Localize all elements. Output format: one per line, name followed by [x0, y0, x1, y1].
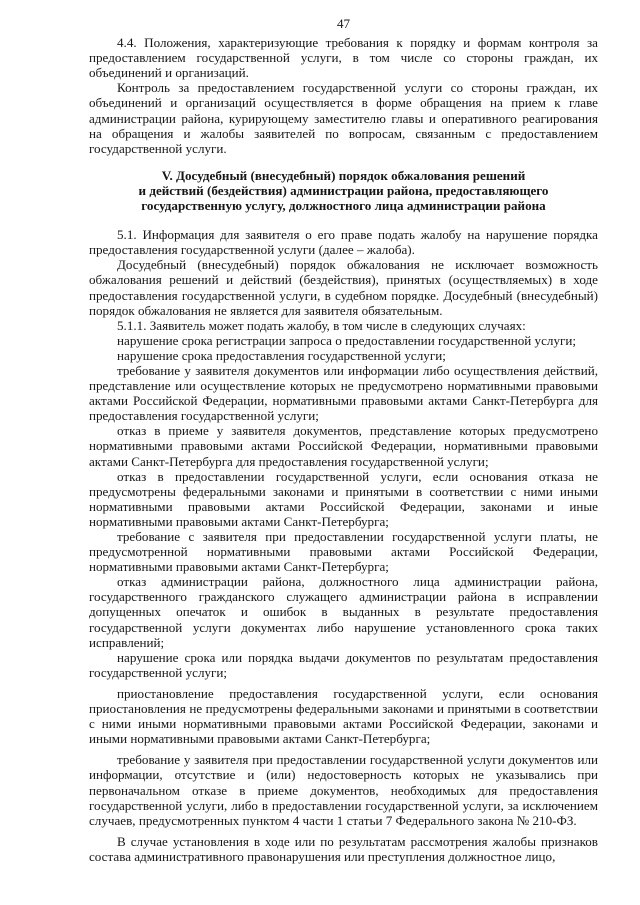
- list-item: отказ в предоставлении государственной услуги, если основания отказа не предусмотрены федеральными законами и принятыми в соответствии с ними иными нормативными правовыми актами Российской Федерации, законами и иные нормативными правовыми актами Санкт-Петербурга;: [89, 468, 598, 529]
- section-heading: [89, 168, 598, 213]
- list-item: нарушение срока регистрации запроса о предоставлении государственной услуги;: [117, 332, 577, 348]
- list-item: отказ администрации района, должностного лица администрации района, государственного гражданского служащего администрации района в исправлении допущенных опечаток и ошибок в выданных в результате предоставления государственной услуги документах либо нарушение установленного срока таких исправлений;: [89, 574, 598, 650]
- section-heading-line: государственную услугу, должностного лица администрации района: [141, 198, 546, 214]
- list-item: требование у заявителя документов или информации либо осуществления действий, представление или осуществление которых не предусмотрено нормативными правовыми актами Российской Федерации, нормативными правовыми актами Санкт-Петербурга для предоставления государственной услуги;: [89, 362, 598, 424]
- body-text-after-heading: [89, 227, 598, 864]
- list-item: требование с заявителя при предоставлении государственной услуги платы, не предусмотренной нормативными правовыми актами Российской Федерации, нормативными правовыми актами Санкт-Петербурга;: [89, 529, 598, 575]
- list-item: нарушение срока или порядка выдачи документов по результатам предоставления государственной услуги;: [89, 649, 598, 680]
- paragraph: 5.1.1. Заявитель может подать жалобу, в том числе в следующих случаях:: [117, 317, 526, 333]
- list-item: отказ в приеме у заявителя документов, представление которых предусмотрено нормативными правовыми актами Российской Федерации, нормативными правовыми актами Санкт-Петербурга для предоставления государственной услуги;: [89, 423, 598, 469]
- section-heading-line: и действий (бездействия) администрации района, предоставляющего: [138, 182, 549, 198]
- list-item: нарушение срока предоставления государственной услуги;: [117, 347, 446, 363]
- paragraph: 5.1. Информация для заявителя о его праве подать жалобу на нарушение порядка предоставления государственной услуги (далее – жалоба).: [89, 227, 598, 258]
- page-number: 47: [336, 16, 351, 31]
- paragraph: Контроль за предоставлением государственной услуги со стороны граждан, их объединений и организаций осуществляется в форме обращения на прием к главе администрации района, курирующему заместителю главы и оперативного реагирования на обращения и жалобы заявителей по вопросам, связанным с предоставлением государственной услуги.: [89, 80, 598, 156]
- paragraph: 4.4. Положения, характеризующие требования к порядку и формам контроля за предоставлением государственной услуги, в том числе со стороны граждан, их объединений и организаций.: [89, 35, 598, 81]
- paragraph: В случае установления в ходе или по результатам рассмотрения жалобы признаков состава административного правонарушения или преступления должностное лицо,: [89, 833, 598, 864]
- section-heading-line: V. Досудебный (внесудебный) порядок обжалования решений: [161, 167, 526, 183]
- list-item: требование у заявителя при предоставлении государственной услуги документов или информации, отсутствие и (или) недостоверность которых не указывались при первоначальном отказе в приеме документов, необходимых для предоставления государственной услуги, либо в предоставлении государственной услуги, за исключением случаев, предусмотренных пунктом 4 части 1 статьи 7 Федерального закона № 210-ФЗ.: [89, 752, 598, 828]
- paragraph: Досудебный (внесудебный) порядок обжалования не исключает возможность обжалования решений и действий (бездействия), принятых (осуществляемых) в ходе предоставления государственной услуги, в судебном порядке. Досудебный (внесудебный) порядок обжалования не является для заявителя обязательным.: [89, 257, 598, 318]
- body-text-before-heading: [89, 35, 598, 156]
- list-item: приостановление предоставления государственной услуги, если основания приостановления не предусмотрены федеральными законами и принятыми в соответствии с ними иными нормативными правовыми актами Российской Федерации, законами и иными нормативными правовыми актами Санкт-Петербурга;: [89, 685, 598, 747]
